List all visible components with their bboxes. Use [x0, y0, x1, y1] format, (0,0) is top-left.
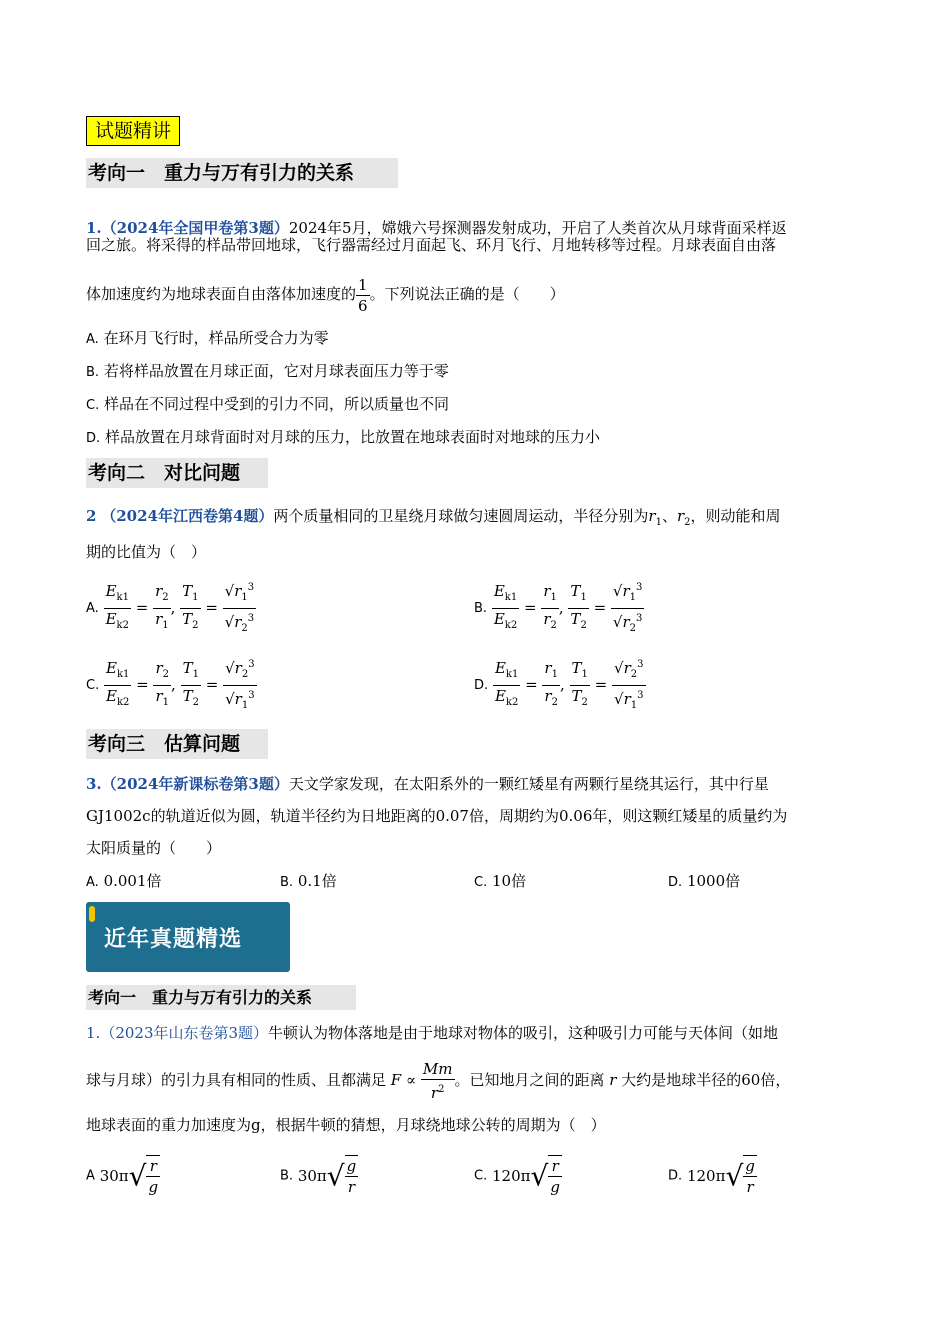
q1-frac-num: 1 — [358, 275, 368, 294]
q3-number: 3. — [86, 775, 102, 793]
q3-source: （2024年新课标卷第3题） — [101, 775, 289, 793]
q3-option-b[interactable]: B. 0.1倍 — [280, 872, 337, 890]
q3-option-d[interactable]: D. 1000倍 — [668, 872, 741, 890]
q2-option-b[interactable]: B. $\frac{E_{k1}}{E_{k2}}$ = $\frac{r_1}{r_2}$ , $\frac{T_1}{T_2}$ = $\frac{√r_1^3}{√r_2^3}$ — [474, 578, 644, 639]
q1-source: （2024年全国甲卷第3题） — [101, 219, 289, 237]
q2-source: （2024年江西卷第4题） — [101, 507, 274, 525]
q4-source: （2023年山东卷第3题） — [100, 1024, 269, 1042]
q2-line2: 期的比值为（ ） — [86, 543, 207, 561]
q1-line3 — [86, 272, 866, 316]
section-banner — [86, 902, 290, 972]
q4-formula-frac: $\frac{Mm}{r^2}$ — [422, 1060, 453, 1102]
q3-option-c[interactable]: C. 10倍 — [474, 872, 527, 890]
q4-line1: 1.（2023年山东卷第3题）牛顿认为物体落地是由于地球对物体的吸引，这种吸引力可能与天体间（如地 — [86, 1024, 779, 1042]
q1-option-c[interactable]: C. 样品在不同过程中受到的引力不同，所以质量也不同 — [86, 395, 450, 413]
section-heading-4: 考向一 重力与万有引力的关系 — [86, 985, 356, 1010]
q3-line3: 太阳质量的（ ） — [86, 839, 222, 857]
q4-line2: 球与月球）的引力具有相同的性质、且都满足 F ∝ $\frac{Mm}{r^2}$ 。已知地月之间的距离 r 大约是地球半径的60倍， — [86, 1060, 791, 1102]
q2-option-d[interactable]: D. $\frac{E_{k1}}{E_{k2}}$ = $\frac{r_1}{r_2}$ , $\frac{T_1}{T_2}$ = $\frac{√r_2^3}{√r_1^3}$ — [474, 655, 646, 716]
q2-r2: $r_2$ — [676, 507, 691, 528]
q4-option-c[interactable]: C. 120π√ $\frac{r}{g}$ — [474, 1157, 560, 1196]
q1-fraction — [356, 275, 370, 316]
q1-text-3a: 体加速度约为地球表面自由落体加速度的 — [86, 285, 357, 303]
q3-option-a[interactable]: A. 0.001倍 — [86, 872, 162, 890]
page-title: 试题精讲 — [86, 116, 180, 146]
q2-option-a[interactable]: A. $\frac{E_{k1}}{E_{k2}}$ = $\frac{r_2}{r_1}$ , $\frac{T_1}{T_2}$ = $\frac{√r_1^3}{√r_2^3}$ — [86, 578, 256, 639]
q4-option-b[interactable]: B. 30π√ $\frac{g}{r}$ — [280, 1157, 357, 1196]
q1-option-b[interactable]: B. 若将样品放置在月球正面，它对月球表面压力等于零 — [86, 362, 449, 380]
q4-option-d[interactable]: D. 120π√ $\frac{g}{r}$ — [668, 1157, 755, 1196]
q4-r: r — [609, 1071, 617, 1089]
section-heading-3: 考向三 估算问题 — [86, 729, 268, 759]
q1-number: 1. — [86, 219, 102, 237]
q4-option-a[interactable]: A 30π√ $\frac{r}{g}$ — [86, 1157, 159, 1196]
q4-line3: 地球表面的重力加速度为g，根据牛顿的猜想，月球绕地球公转的周期为（ ） — [86, 1116, 606, 1134]
banner-text: 近年真题精选 — [104, 927, 243, 952]
q1-text-3b: 。下列说法正确的是（ ） — [369, 285, 565, 303]
q2-line1: 2 （2024年江西卷第4题）两个质量相同的卫星绕月球做匀速圆周运动，半径分别为$r_1$、$r_2$，则动能和周 — [86, 507, 781, 528]
q1-option-a[interactable]: A. 在环月飞行时，样品所受合力为零 — [86, 329, 329, 347]
q2-option-c[interactable]: C. $\frac{E_{k1}}{E_{k2}}$ = $\frac{r_2}{r_1}$ , $\frac{T_1}{T_2}$ = $\frac{√r_2^3}{√r_1^3}$ — [86, 655, 257, 716]
q1-option-d[interactable]: D. 样品放置在月球背面时对月球的压力，比放置在地球表面时对地球的压力小 — [86, 428, 600, 446]
q4-number: 1. — [86, 1024, 101, 1042]
q1-text-1: 2024年5月，嫦娥六号探测器发射成功，开启了人类首次从月球背面采样返 — [288, 219, 787, 237]
q2-r1: $r_1$ — [648, 507, 662, 528]
q3-line2: GJ1002c的轨道近似为圆，轨道半径约为日地距离的0.07倍，周期约为0.06年，则这颗红矮星的质量约为 — [86, 807, 788, 825]
section-heading-1: 考向一 重力与万有引力的关系 — [86, 158, 398, 188]
q3-line1: 3.（2024年新课标卷第3题）天文学家发现，在太阳系外的一颗红矮星有两颗行星绕其运行，其中行星 — [86, 775, 769, 793]
q2-number: 2 — [86, 507, 97, 525]
q4-formula-f: F — [390, 1071, 402, 1089]
q1-frac-den: 6 — [358, 296, 368, 315]
banner-accent-bar — [89, 906, 95, 922]
q1-line2: 回之旅。将采得的样品带回地球，飞行器需经过月面起飞、环月飞行、月地转移等过程。月球表面自由落 — [86, 236, 777, 254]
section-heading-2: 考向二 对比问题 — [86, 458, 268, 488]
